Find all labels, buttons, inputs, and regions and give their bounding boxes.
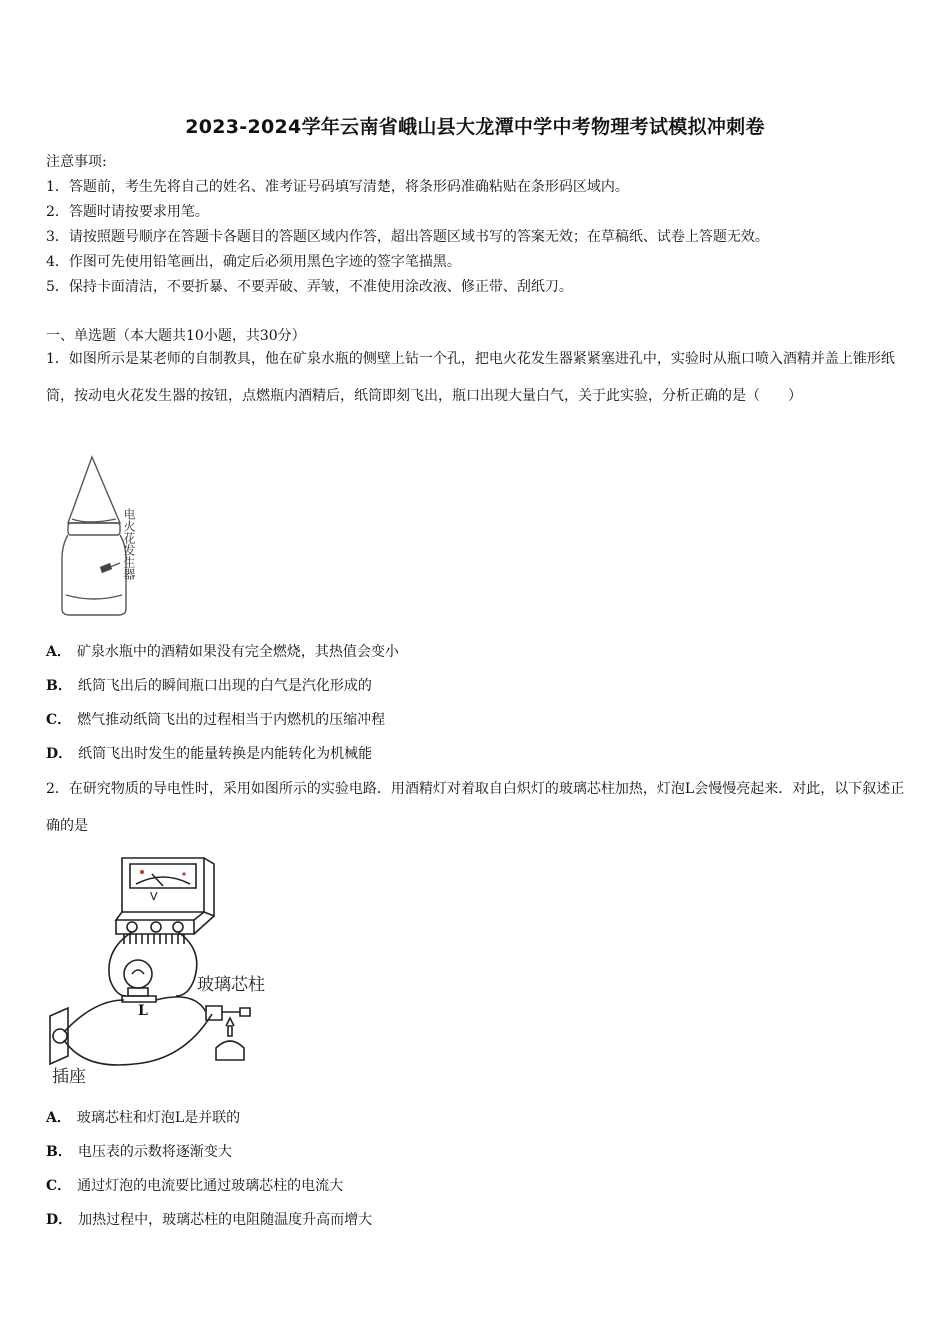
q1-option-a[interactable] [46,642,399,662]
option-text: 通过灯泡的电流要比通过玻璃芯柱的电流大 [77,1178,344,1194]
notice-item: 4．作图可先使用铅笔画出，确定后必须用黑色字迹的签字笔描黑。 [46,254,461,270]
q1-option-b[interactable] [46,676,372,696]
option-letter: C． [46,712,72,728]
option-text: 纸筒飞出时发生的能量转换是内能转化为机械能 [78,746,373,762]
option-text: 燃气推动纸筒飞出的过程相当于内燃机的压缩冲程 [77,712,386,728]
option-text: 加热过程中，玻璃芯柱的电阻随温度升高而增大 [78,1212,373,1228]
bottle-figure [58,455,158,617]
notice-item: 1．答题前，考生先将自己的姓名、准考证号码填写清楚，将条形码准确粘贴在条形码区域内。 [46,179,629,195]
meter-label: V [150,890,158,903]
option-letter: D． [46,1212,73,1228]
option-letter: A． [46,644,71,660]
q1-option-d[interactable] [46,744,372,764]
notice-item: 3．请按照题号顺序在答题卡各题目的答题区域内作答，超出答题区域书写的答案无效；在草稿纸、试卷上答题无效。 [46,229,769,245]
glass-core-label: 玻璃芯柱 [197,975,265,995]
option-letter: B． [46,1144,72,1160]
socket-label: 插座 [52,1067,86,1087]
question-1-stem: 1．如图所示是某老师的自制教具，他在矿泉水瓶的侧壁上钻一个孔，把电火花发生器紧紧塞进孔中，实验时从瓶口喷入酒精并盖上锥形纸筒，按动电火花发生器的按钮，点燃瓶内酒精后，纸筒即刻飞出，瓶口出现大量白气，关于此实验，分析正确的是（ ） [46,351,895,404]
option-text: 电压表的示数将逐渐变大 [77,1144,232,1160]
option-text: 纸筒飞出后的瞬间瓶口出现的白气是汽化形成的 [77,678,372,694]
lamp-label: L [138,1003,148,1019]
q1-option-c[interactable] [46,710,385,730]
option-letter: C． [46,1178,72,1194]
option-letter: A． [46,1110,71,1126]
q2-option-d[interactable] [46,1210,372,1230]
notice-item: 2．答题时请按要求用笔。 [46,204,209,220]
notice-heading: 注意事项: [46,154,107,170]
q2-option-c[interactable] [46,1176,343,1196]
section-heading: 一、单选题（本大题共10小题，共30分） [46,328,306,344]
page-title: 2023-2024学年云南省峨山县大龙潭中学中考物理考试模拟冲刺卷 [185,116,765,138]
option-letter: D． [46,746,73,762]
question-2-stem: 2．在研究物质的导电性时，采用如图所示的实验电路．用酒精灯对着取自白炽灯的玻璃芯柱加热，灯泡L会慢慢亮起来．对此，以下叙述正确的是 [46,781,905,834]
q2-option-a[interactable] [46,1108,240,1128]
spark-generator-label: 电火花发生器 [122,508,136,580]
option-text: 玻璃芯柱和灯泡L是并联的 [76,1110,241,1126]
option-letter: B． [46,678,72,694]
notice-item: 5．保持卡面清洁，不要折暴、不要弄破、弄皱，不准使用涂改液、修正带、刮纸刀。 [46,279,573,295]
circuit-figure [44,850,304,1090]
option-text: 矿泉水瓶中的酒精如果没有完全燃烧，其热值会变小 [76,644,399,660]
q2-option-b[interactable] [46,1142,232,1162]
